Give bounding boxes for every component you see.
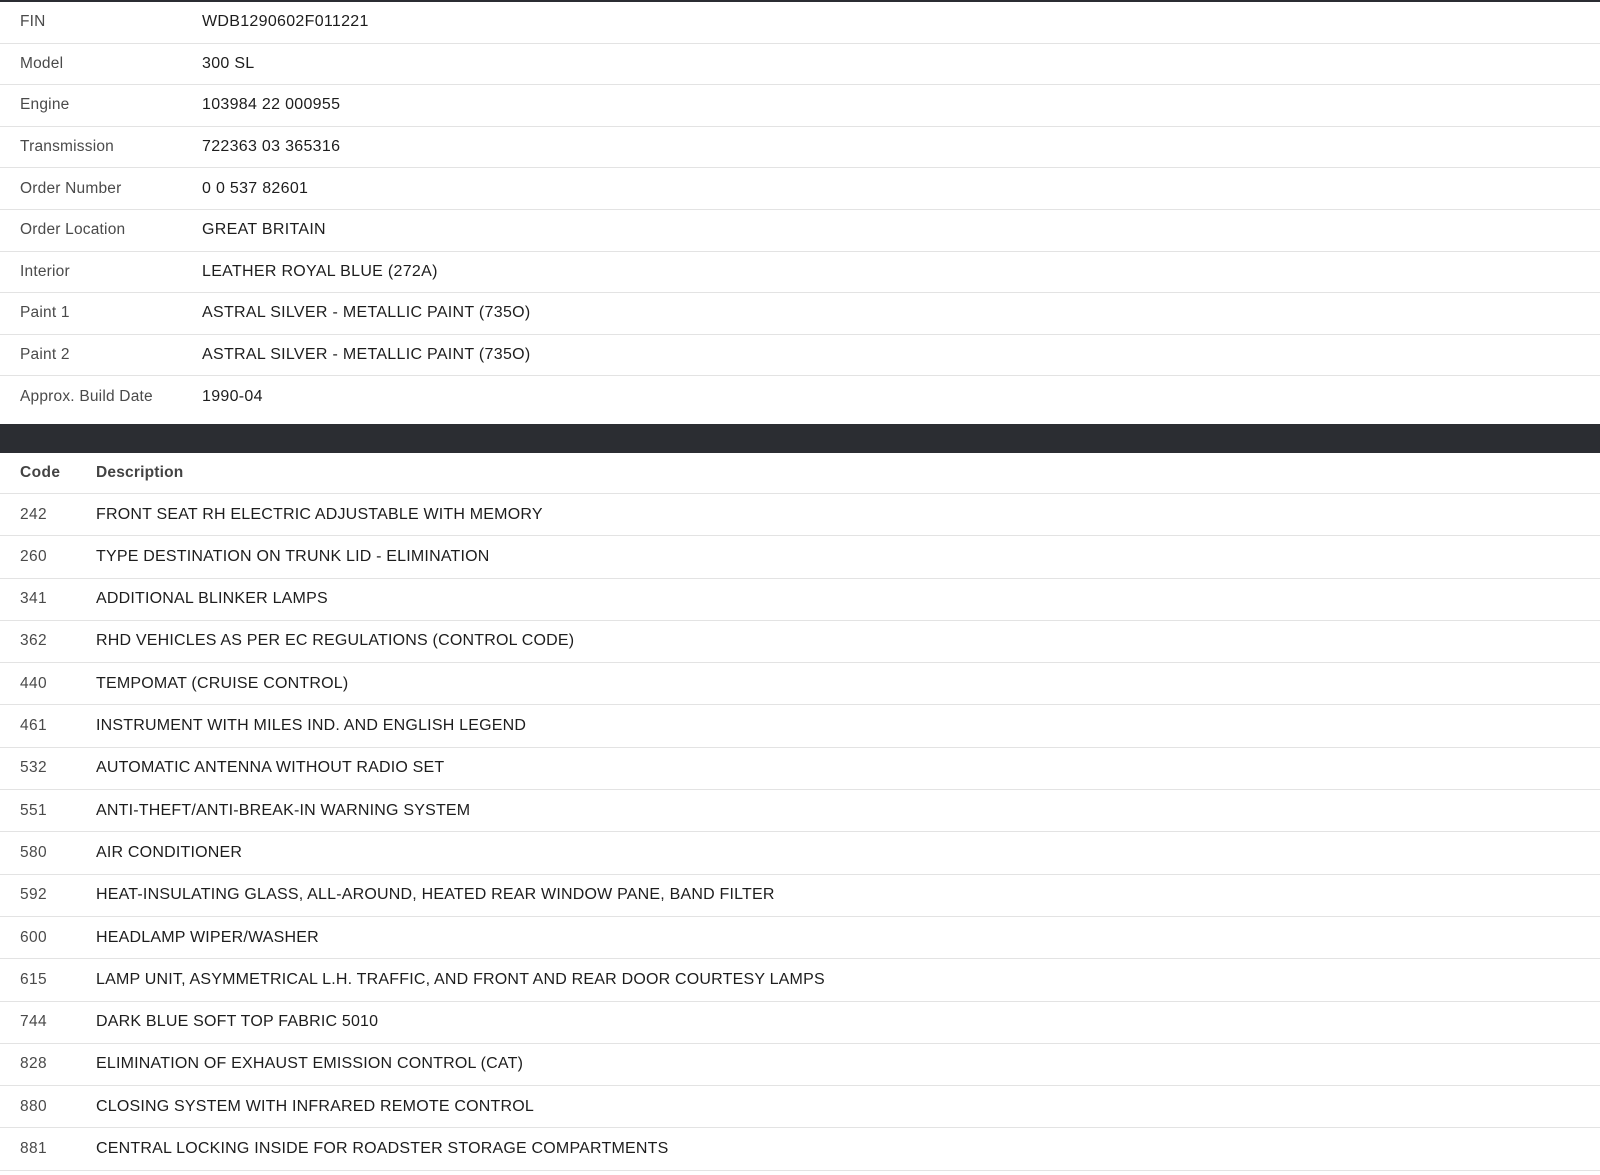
table-row	[0, 875, 1600, 917]
table-row	[0, 1128, 1600, 1170]
info-label: Paint 1	[20, 304, 70, 322]
option-description: CLOSING SYSTEM WITH INFRARED REMOTE CONTROL	[96, 1097, 534, 1115]
info-value: 722363 03 365316	[202, 138, 341, 156]
option-code: 744	[20, 1013, 48, 1031]
info-label: FIN	[20, 13, 46, 31]
info-value: WDB1290602F011221	[202, 13, 369, 31]
options-table-header	[0, 453, 1600, 494]
info-row-paint-1	[0, 293, 1600, 335]
info-row-order-location	[0, 210, 1600, 252]
info-row-interior	[0, 252, 1600, 294]
table-row	[0, 621, 1600, 663]
table-row	[0, 1044, 1600, 1086]
code-column-header: Code	[20, 463, 61, 481]
info-row-transmission	[0, 127, 1600, 169]
option-code: 600	[20, 928, 48, 946]
option-description: RHD VEHICLES AS PER EC REGULATIONS (CONTROL CODE)	[96, 632, 575, 650]
option-description: INSTRUMENT WITH MILES IND. AND ENGLISH LEGEND	[96, 717, 527, 735]
table-row	[0, 917, 1600, 959]
info-label: Order Number	[20, 179, 122, 197]
option-code: 532	[20, 759, 48, 777]
option-description: AUTOMATIC ANTENNA WITHOUT RADIO SET	[96, 759, 445, 777]
option-description: CENTRAL LOCKING INSIDE FOR ROADSTER STORAGE COMPARTMENTS	[96, 1140, 669, 1158]
option-code: 580	[20, 843, 48, 861]
option-description: FRONT SEAT RH ELECTRIC ADJUSTABLE WITH MEMORY	[96, 505, 543, 523]
table-row	[0, 748, 1600, 790]
option-code: 362	[20, 632, 48, 650]
table-row	[0, 536, 1600, 578]
vehicle-info-table	[0, 2, 1600, 418]
option-code: 260	[20, 547, 48, 565]
option-description: TEMPOMAT (CRUISE CONTROL)	[96, 674, 349, 692]
info-value: 0 0 537 82601	[202, 179, 309, 197]
info-row-model	[0, 44, 1600, 86]
table-row	[0, 832, 1600, 874]
info-row-build-date	[0, 376, 1600, 418]
option-description: ADDITIONAL BLINKER LAMPS	[96, 590, 328, 608]
info-value: GREAT BRITAIN	[202, 221, 326, 239]
option-description: ELIMINATION OF EXHAUST EMISSION CONTROL (CAT)	[96, 1055, 524, 1073]
info-value: ASTRAL SILVER - METALLIC PAINT (735O)	[202, 346, 531, 364]
option-description: HEADLAMP WIPER/WASHER	[96, 928, 319, 946]
info-value: ASTRAL SILVER - METALLIC PAINT (735O)	[202, 304, 531, 322]
option-description: ANTI-THEFT/ANTI-BREAK-IN WARNING SYSTEM	[96, 801, 471, 819]
info-value: 1990-04	[202, 388, 263, 406]
info-value: 103984 22 000955	[202, 96, 341, 114]
info-row-order-number	[0, 168, 1600, 210]
table-row	[0, 1086, 1600, 1128]
info-value: LEATHER ROYAL BLUE (272A)	[202, 262, 438, 280]
table-row	[0, 494, 1600, 536]
info-label: Paint 2	[20, 346, 70, 364]
info-label: Model	[20, 54, 64, 72]
info-value: 300 SL	[202, 54, 255, 72]
option-code: 615	[20, 970, 48, 988]
table-row	[0, 705, 1600, 747]
option-code: 592	[20, 886, 48, 904]
option-code: 461	[20, 717, 48, 735]
section-separator-bar	[0, 424, 1600, 453]
info-label: Approx. Build Date	[20, 388, 153, 406]
info-label: Engine	[20, 96, 70, 114]
option-code: 881	[20, 1140, 48, 1158]
description-column-header: Description	[96, 463, 184, 481]
option-description: TYPE DESTINATION ON TRUNK LID - ELIMINATION	[96, 547, 490, 565]
info-label: Order Location	[20, 221, 126, 239]
table-row	[0, 663, 1600, 705]
option-description: DARK BLUE SOFT TOP FABRIC 5010	[96, 1013, 379, 1031]
info-row-paint-2	[0, 335, 1600, 377]
option-description: LAMP UNIT, ASYMMETRICAL L.H. TRAFFIC, AND FRONT AND REAR DOOR COURTESY LAMPS	[96, 970, 825, 988]
option-code: 880	[20, 1097, 48, 1115]
info-label: Transmission	[20, 138, 114, 156]
info-row-engine	[0, 85, 1600, 127]
info-label: Interior	[20, 262, 70, 280]
option-code: 341	[20, 590, 48, 608]
option-description: HEAT-INSULATING GLASS, ALL-AROUND, HEATED REAR WINDOW PANE, BAND FILTER	[96, 886, 775, 904]
option-code: 828	[20, 1055, 48, 1073]
table-row	[0, 959, 1600, 1001]
option-code: 551	[20, 801, 48, 819]
option-code: 440	[20, 674, 48, 692]
info-row-fin	[0, 2, 1600, 44]
table-row	[0, 579, 1600, 621]
option-codes-table	[0, 453, 1600, 1171]
option-code: 242	[20, 505, 48, 523]
table-row	[0, 1002, 1600, 1044]
table-row	[0, 790, 1600, 832]
option-description: AIR CONDITIONER	[96, 843, 243, 861]
